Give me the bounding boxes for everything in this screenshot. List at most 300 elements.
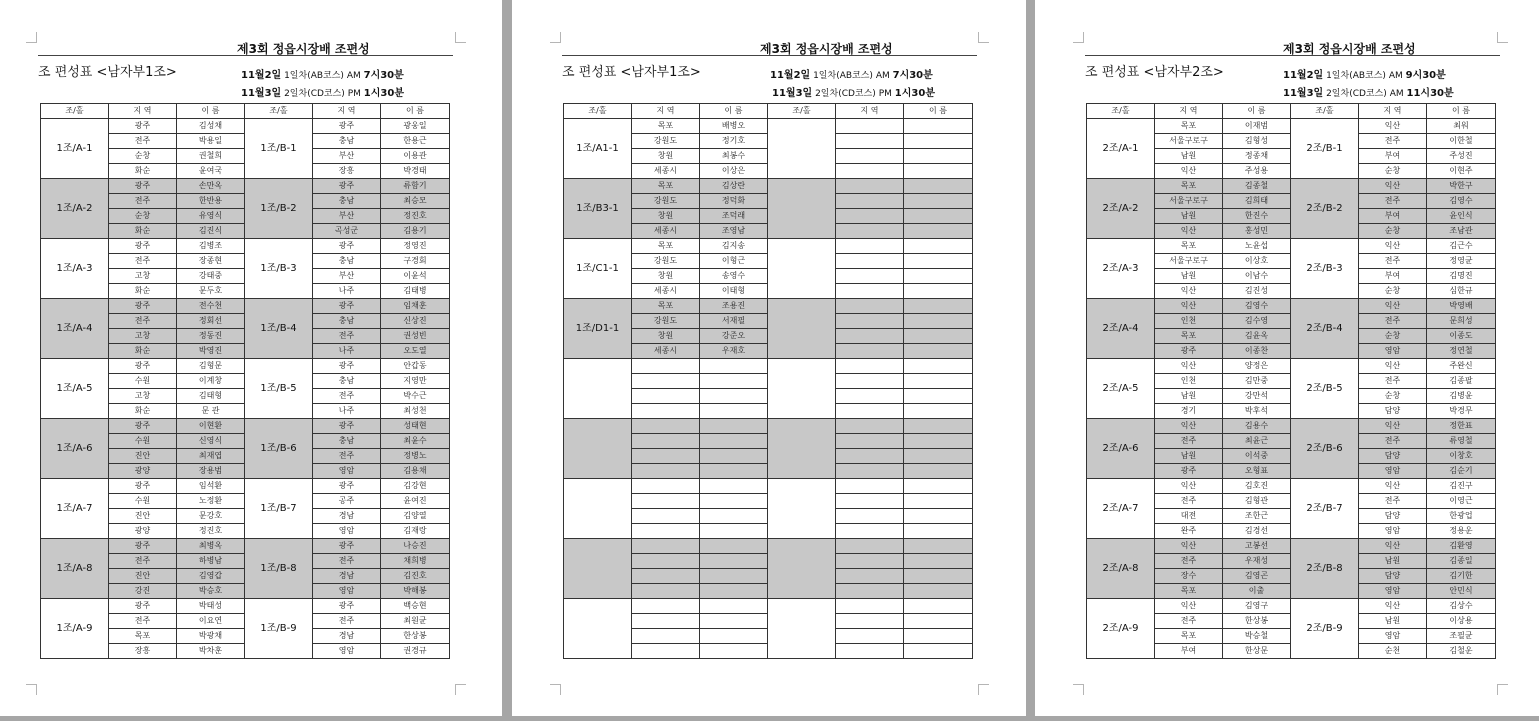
region-cell: 익산 [1359,479,1427,494]
name-cell: 김강현 [381,479,450,494]
region-cell: 영암 [313,464,381,479]
table-row [564,179,973,194]
title-rule [562,55,977,56]
name-cell: 김수영 [1223,314,1291,329]
name-cell [700,509,768,524]
name-cell: 김순기 [1427,464,1496,479]
name-cell: 김환영 [1427,539,1496,554]
region-cell [836,509,904,524]
name-cell: 이현주 [1427,164,1496,179]
group-label: 2조/A-5 [1087,359,1155,419]
name-cell: 정영진 [381,239,450,254]
region-cell: 광주 [109,599,177,614]
name-cell: 이상호 [1223,254,1291,269]
region-cell: 순창 [1359,284,1427,299]
table-row [41,419,450,434]
group-label [564,599,632,659]
group-label [564,359,632,419]
name-cell: 이출 [1223,584,1291,599]
region-cell: 목포 [632,179,700,194]
name-cell: 한반용 [177,194,245,209]
region-cell [836,194,904,209]
name-cell: 김양열 [381,509,450,524]
region-cell: 수원 [109,494,177,509]
name-cell: 김진호 [381,569,450,584]
region-cell: 익산 [1359,359,1427,374]
name-cell [700,554,768,569]
region-cell: 순천 [1359,644,1427,659]
region-cell [836,119,904,134]
name-cell: 강태중 [177,269,245,284]
column-header: 조/홀 [564,104,632,119]
group-label [768,179,836,239]
group-label [768,479,836,539]
group-label: 1조/A-2 [41,179,109,239]
name-cell: 김영갑 [177,569,245,584]
column-header: 지 역 [1155,104,1223,119]
name-cell: 홍성민 [1223,224,1291,239]
name-cell [904,329,973,344]
region-cell [632,374,700,389]
region-cell: 전주 [109,194,177,209]
region-cell: 목포 [1155,179,1223,194]
region-cell: 영암 [313,644,381,659]
name-cell: 정병노 [381,449,450,464]
column-header: 지 역 [313,104,381,119]
region-cell: 광주 [313,299,381,314]
name-cell: 김상수 [1427,599,1496,614]
name-cell [904,359,973,374]
name-cell [904,179,973,194]
header-row [41,104,450,119]
region-cell: 익산 [1359,419,1427,434]
region-cell [836,599,904,614]
name-cell [904,269,973,284]
group-label: 1조/B-4 [245,299,313,359]
name-cell [904,629,973,644]
region-cell [632,494,700,509]
name-cell: 이계창 [177,374,245,389]
name-cell: 양정은 [1223,359,1291,374]
name-cell [700,614,768,629]
region-cell: 충남 [313,314,381,329]
region-cell: 강진 [109,584,177,599]
name-cell: 심한규 [1427,284,1496,299]
region-cell: 부여 [1359,269,1427,284]
name-cell: 김근수 [1427,239,1496,254]
region-cell: 충남 [313,254,381,269]
group-label: 2조/A-6 [1087,419,1155,479]
region-cell: 수원 [109,434,177,449]
region-cell: 영암 [1359,584,1427,599]
name-cell: 안민식 [1427,584,1496,599]
name-cell: 윤여국 [177,164,245,179]
region-cell [836,479,904,494]
region-cell: 영암 [313,524,381,539]
name-cell: 정한표 [1427,419,1496,434]
group-label [564,479,632,539]
group-label [564,419,632,479]
name-cell: 구경회 [381,254,450,269]
group-label: 2조/B-5 [1291,359,1359,419]
region-cell: 광주 [109,359,177,374]
group-label: 2조/B-6 [1291,419,1359,479]
name-cell: 김태병 [381,284,450,299]
document-page-3 [1035,0,1539,716]
region-cell [632,404,700,419]
region-cell: 남원 [1155,149,1223,164]
name-cell: 박해봉 [381,584,450,599]
name-cell: 김기한 [1427,569,1496,584]
name-cell: 김종팔 [1427,374,1496,389]
region-cell: 순창 [109,209,177,224]
region-cell [836,284,904,299]
margin-mark [550,684,561,695]
region-cell [632,644,700,659]
region-cell: 목포 [1155,329,1223,344]
grouping-table [1086,103,1496,659]
group-label: 2조/A-3 [1087,239,1155,299]
region-cell: 목포 [632,299,700,314]
name-cell: 김영수 [1427,194,1496,209]
region-cell [836,629,904,644]
region-cell: 영암 [1359,524,1427,539]
region-cell [836,239,904,254]
region-cell [836,419,904,434]
name-cell: 오형표 [1223,464,1291,479]
table-row [41,479,450,494]
group-label [768,419,836,479]
name-cell: 김용수 [1223,419,1291,434]
margin-mark [978,32,989,43]
region-cell: 광양 [109,464,177,479]
group-label: 1조/A-1 [41,119,109,179]
name-cell: 조덕래 [700,209,768,224]
name-cell: 최워 [1427,119,1496,134]
margin-mark [455,684,466,695]
name-cell: 정용운 [1427,524,1496,539]
name-cell: 박후석 [1223,404,1291,419]
margin-mark [550,32,561,43]
region-cell: 장흥 [313,164,381,179]
group-label: 2조/A-2 [1087,179,1155,239]
region-cell [632,569,700,584]
group-label [768,539,836,599]
region-cell: 부산 [313,149,381,164]
region-cell: 영암 [1359,464,1427,479]
region-cell: 서울구로구 [1155,194,1223,209]
region-cell: 목포 [1155,119,1223,134]
name-cell: 박차훈 [177,644,245,659]
name-cell: 최성천 [381,404,450,419]
group-label: 2조/B-8 [1291,539,1359,599]
region-cell: 익산 [1155,164,1223,179]
name-cell: 조한근 [1223,509,1291,524]
group-label: 1조/A-7 [41,479,109,539]
name-cell: 전수천 [177,299,245,314]
region-cell: 수원 [109,374,177,389]
name-cell [700,494,768,509]
name-cell: 손만옥 [177,179,245,194]
title-rule [38,55,453,56]
name-cell: 정기호 [700,134,768,149]
region-cell: 남원 [1155,389,1223,404]
region-cell: 익산 [1155,299,1223,314]
region-cell: 진안 [109,569,177,584]
name-cell: 김용기 [381,224,450,239]
name-cell: 이창호 [1427,449,1496,464]
region-cell: 나주 [313,284,381,299]
margin-mark [1497,32,1508,43]
group-label: 2조/B-7 [1291,479,1359,539]
grouping-subtitle: 조 편성표 <남자부1조> [562,65,701,80]
name-cell: 김영구 [1223,599,1291,614]
region-cell: 전주 [1359,314,1427,329]
region-cell: 나주 [313,344,381,359]
region-cell: 경기 [1155,404,1223,419]
name-cell: 김영수 [1223,299,1291,314]
table-row [1087,359,1496,374]
name-cell [904,509,973,524]
group-label: 1조/C1-1 [564,239,632,299]
name-cell [904,149,973,164]
column-header: 지 역 [632,104,700,119]
region-cell: 광주 [313,479,381,494]
name-cell [904,644,973,659]
document-title: 제3회 정읍시장배 조편성 [760,42,893,56]
region-cell: 전주 [109,614,177,629]
group-label: 1조/B-9 [245,599,313,659]
name-cell: 문강호 [177,509,245,524]
name-cell [904,539,973,554]
group-label [768,239,836,299]
name-cell [700,644,768,659]
region-cell: 전주 [1359,134,1427,149]
group-label: 1조/B-6 [245,419,313,479]
region-cell: 진안 [109,449,177,464]
name-cell [700,524,768,539]
region-cell: 전주 [313,554,381,569]
region-cell [632,449,700,464]
region-cell [632,629,700,644]
region-cell: 순창 [1359,224,1427,239]
region-cell: 순창 [109,149,177,164]
region-cell [632,419,700,434]
region-cell: 진안 [109,509,177,524]
name-cell: 강만석 [1223,389,1291,404]
region-cell: 전주 [1359,254,1427,269]
name-cell [700,464,768,479]
name-cell [904,479,973,494]
group-label: 2조/A-4 [1087,299,1155,359]
name-cell: 문두호 [177,284,245,299]
region-cell [836,209,904,224]
name-cell: 조필균 [1427,629,1496,644]
region-cell: 전주 [109,314,177,329]
name-cell: 최윤수 [381,434,450,449]
margin-mark [1073,684,1084,695]
group-label [768,299,836,359]
header-row [564,104,973,119]
name-cell: 송영수 [700,269,768,284]
name-cell: 이윤석 [381,269,450,284]
region-cell: 목포 [632,119,700,134]
column-header: 이 름 [904,104,973,119]
table-row [1087,119,1496,134]
schedule-line-1: 11월2일 1일차(AB코스) AM 7시30분 [770,70,933,81]
group-label: 1조/D1-1 [564,299,632,359]
table-row [1087,179,1496,194]
region-cell: 세종시 [632,344,700,359]
name-cell: 김종철 [1223,179,1291,194]
group-label: 2조/B-4 [1291,299,1359,359]
name-cell: 한상봉 [1223,614,1291,629]
name-cell [700,419,768,434]
region-cell: 화순 [109,164,177,179]
name-cell [904,374,973,389]
group-label: 1조/B-5 [245,359,313,419]
name-cell: 정연철 [1427,344,1496,359]
region-cell: 남원 [1155,269,1223,284]
name-cell: 한진수 [1223,209,1291,224]
region-cell: 화순 [109,224,177,239]
region-cell: 곡성군 [313,224,381,239]
region-cell: 광주 [313,419,381,434]
name-cell: 지영만 [381,374,450,389]
name-cell: 임석환 [177,479,245,494]
name-cell: 박경무 [1427,404,1496,419]
name-cell: 이석중 [1223,449,1291,464]
region-cell: 창원 [632,329,700,344]
name-cell: 김명진 [1427,269,1496,284]
group-label: 1조/A-4 [41,299,109,359]
name-cell: 김병윤 [1427,389,1496,404]
name-cell: 박용일 [177,134,245,149]
region-cell: 목포 [109,629,177,644]
name-cell [700,404,768,419]
region-cell: 나주 [313,404,381,419]
region-cell: 광주 [1155,464,1223,479]
region-cell: 전주 [1359,494,1427,509]
name-cell: 이남수 [1223,269,1291,284]
region-cell [836,449,904,464]
group-label: 1조/B-3 [245,239,313,299]
name-cell: 박수근 [381,389,450,404]
schedule-line-2: 11월3일 2일차(CD코스) PM 1시30분 [772,88,935,99]
name-cell: 박영진 [177,344,245,359]
region-cell [836,584,904,599]
name-cell: 김철운 [1427,644,1496,659]
name-cell: 조남관 [1427,224,1496,239]
column-header: 이 름 [381,104,450,119]
group-label [768,119,836,179]
region-cell [836,569,904,584]
region-cell: 목포 [1155,584,1223,599]
region-cell [836,134,904,149]
name-cell: 김형성 [1223,134,1291,149]
region-cell [836,524,904,539]
region-cell: 부여 [1155,644,1223,659]
region-cell: 익산 [1359,119,1427,134]
table-row [1087,539,1496,554]
group-label: 2조/A-7 [1087,479,1155,539]
name-cell [700,359,768,374]
region-cell [836,149,904,164]
group-label: 2조/B-1 [1291,119,1359,179]
region-cell: 부여 [1359,209,1427,224]
region-cell [836,434,904,449]
name-cell: 권성빈 [381,329,450,344]
name-cell: 임채훈 [381,299,450,314]
region-cell: 남원 [1359,614,1427,629]
name-cell: 안갑동 [381,359,450,374]
name-cell: 고봉선 [1223,539,1291,554]
region-cell [632,614,700,629]
table-row [41,299,450,314]
column-header: 지 역 [109,104,177,119]
region-cell: 영암 [313,584,381,599]
name-cell [904,494,973,509]
table-row [564,359,973,374]
group-label: 2조/A-1 [1087,119,1155,179]
region-cell: 경남 [313,509,381,524]
margin-mark [1497,684,1508,695]
region-cell: 광주 [313,359,381,374]
group-label: 1조/A-9 [41,599,109,659]
name-cell: 하병남 [177,554,245,569]
name-cell: 김상란 [700,179,768,194]
group-label: 1조/B-1 [245,119,313,179]
name-cell: 문 관 [177,404,245,419]
region-cell: 서울구로구 [1155,254,1223,269]
region-cell: 담양 [1359,449,1427,464]
region-cell: 전주 [1359,194,1427,209]
region-cell: 고창 [109,389,177,404]
name-cell: 박광채 [177,629,245,644]
region-cell [836,494,904,509]
name-cell: 김만중 [1223,374,1291,389]
region-cell: 목포 [632,239,700,254]
table-row [1087,239,1496,254]
name-cell: 최윤근 [1223,434,1291,449]
name-cell: 문희성 [1427,314,1496,329]
region-cell: 강원도 [632,314,700,329]
name-cell: 이상용 [1427,614,1496,629]
region-cell [836,554,904,569]
group-label: 2조/B-3 [1291,239,1359,299]
region-cell: 익산 [1155,359,1223,374]
table-row [41,119,450,134]
region-cell [836,179,904,194]
name-cell [904,314,973,329]
name-cell: 김윤옥 [1223,329,1291,344]
column-header: 조/홀 [1291,104,1359,119]
region-cell [836,164,904,179]
name-cell: 정동진 [177,329,245,344]
column-header: 조/홀 [1087,104,1155,119]
region-cell: 장수 [1155,569,1223,584]
region-cell: 익산 [1155,284,1223,299]
region-cell: 광주 [313,119,381,134]
region-cell: 광주 [313,599,381,614]
name-cell: 김성채 [177,119,245,134]
name-cell: 박한구 [1427,179,1496,194]
name-cell [700,584,768,599]
region-cell: 대전 [1155,509,1223,524]
name-cell: 우재호 [700,344,768,359]
name-cell [700,599,768,614]
name-cell [700,449,768,464]
